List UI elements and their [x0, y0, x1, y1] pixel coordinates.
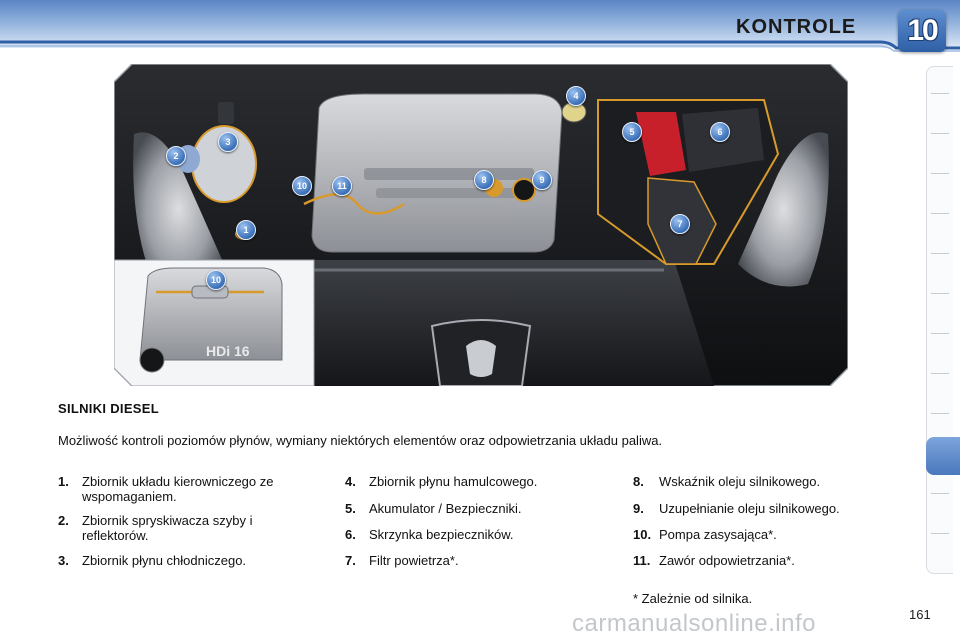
section-heading: SILNIKI DIESEL [58, 401, 159, 416]
tab-divider [931, 493, 949, 494]
section-title: KONTROLE [736, 16, 857, 38]
chapter-badge [898, 10, 946, 52]
legend-text: Uzupełnianie oleju silnikowego. [659, 501, 840, 516]
callout-marker: 3 [218, 132, 238, 152]
chapter-tab-active[interactable] [926, 437, 960, 475]
legend-number: 10. [633, 527, 652, 542]
callout-marker: 5 [622, 122, 642, 142]
legend-text: Skrzynka bezpieczników. [369, 527, 514, 542]
callout-marker: 11 [332, 176, 352, 196]
legend-text: Filtr powietrza*. [369, 553, 459, 568]
legend-number: 9. [633, 501, 644, 516]
callout-marker: 10 [292, 176, 312, 196]
intro-paragraph: Możliwość kontroli poziomów płynów, wymiany niektórych elementów oraz odpowietrzania układu paliwa. [58, 433, 663, 448]
tab-divider [931, 93, 949, 94]
legend-text: Zbiornik płynu hamulcowego. [369, 474, 538, 489]
engine-bay-illustration [114, 64, 848, 386]
legend-text: Zbiornik płynu chłodniczego. [82, 553, 247, 568]
legend-number: 6. [345, 527, 356, 542]
inset-label: HDi 16 [206, 343, 250, 359]
tab-divider [931, 133, 949, 134]
legend-text: Akumulator / Bezpieczniki. [369, 501, 522, 516]
legend-number: 2. [58, 513, 69, 528]
tab-divider [931, 213, 949, 214]
legend-text: Zbiornik układu kierowniczego ze wspomaganiem. [82, 474, 274, 504]
legend-number: 3. [58, 553, 69, 568]
footnote: * Zależnie od silnika. [633, 591, 753, 606]
legend-number: 4. [345, 474, 356, 489]
legend-text: Wskaźnik oleju silnikowego. [659, 474, 821, 489]
legend-number: 8. [633, 474, 644, 489]
legend-text: Pompa zasysająca*. [659, 527, 777, 542]
callout-marker: 9 [532, 170, 552, 190]
callout-marker: 10 [206, 270, 226, 290]
tab-divider [931, 533, 949, 534]
callout-marker: 2 [166, 146, 186, 166]
tab-divider [931, 253, 949, 254]
page-number: 161 [909, 607, 931, 622]
watermark-text: carmanualsonline.info [572, 610, 816, 637]
engine-bay-drawing [114, 64, 848, 386]
legend-text: Zawór odpowietrzania*. [659, 553, 795, 568]
legend-number: 1. [58, 474, 69, 489]
tab-divider [931, 293, 949, 294]
tab-divider [931, 173, 949, 174]
chapter-number: 10 [907, 14, 937, 47]
tab-divider [931, 333, 949, 334]
tab-divider [931, 373, 949, 374]
callout-marker: 8 [474, 170, 494, 190]
legend-number: 5. [345, 501, 356, 516]
callout-marker: 1 [236, 220, 256, 240]
callout-marker: 7 [670, 214, 690, 234]
legend-text: Zbiornik spryskiwacza szyby i reflektorów. [82, 513, 253, 543]
header-swoosh [0, 40, 960, 52]
chapter-tab-strip [926, 66, 953, 574]
legend-number: 7. [345, 553, 356, 568]
callout-marker: 4 [566, 86, 586, 106]
legend-number: 11. [633, 553, 651, 568]
tab-divider [931, 413, 949, 414]
callout-marker: 6 [710, 122, 730, 142]
